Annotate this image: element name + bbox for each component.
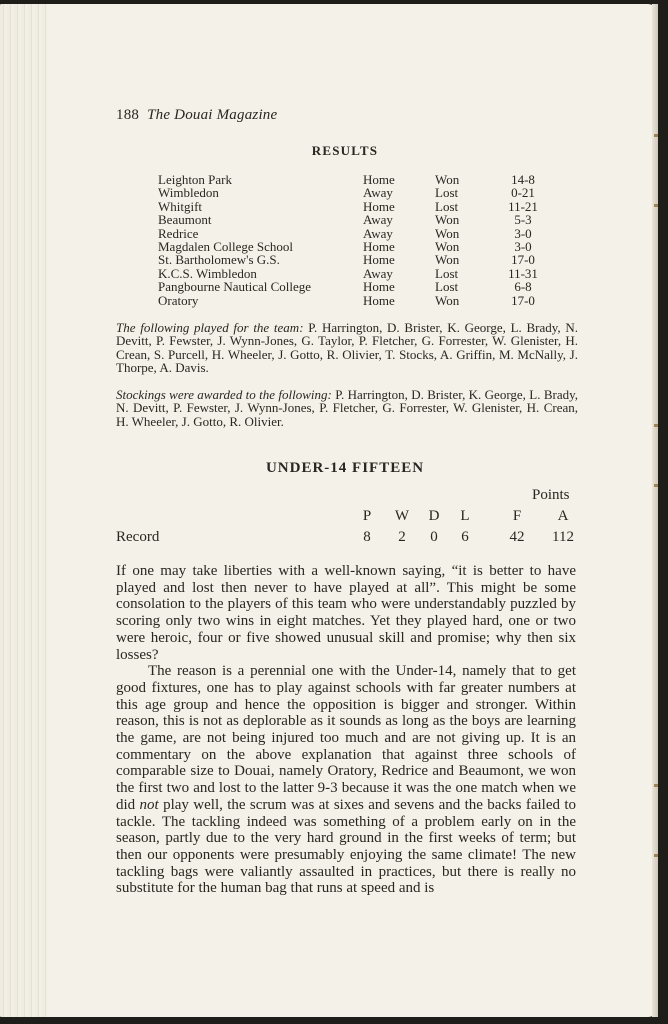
players-lead: The following played for the team:	[116, 320, 304, 335]
results-result: Won	[435, 172, 460, 187]
results-table	[158, 173, 541, 307]
stockings-names: P. Harrington, D. Brister, K. George, L. Brady, N. Devitt, P. Fewster, J. Wynn-Jones, P. Fletcher, G. Forrester, W. Glenister, H. Crean, H. Wheeler, J. Gotto, R. Olivier.	[116, 387, 579, 429]
results-score: 3-0	[514, 225, 532, 241]
results-opponent: Leighton Park	[158, 172, 233, 187]
players-names: P. Harrington, D. Brister, K. George, L. Brady, N. Devitt, P. Fewster, J. Wynn-Jones, G. Taylor, P. Fletcher, G. Forrester, W. Glenister, H. Crean, S. Purcell, H. Wheeler, J. Gotto, R. Olivier, T. Stocks, A. Griffin, M. McNally, J. Thorpe, A. Davis.	[116, 320, 579, 376]
results-opponent: Magdalen College School	[158, 238, 294, 254]
record-label: Record	[116, 529, 160, 545]
edge-marker	[654, 424, 658, 427]
results-score: 6-8	[514, 279, 532, 295]
header-against: A	[557, 508, 569, 524]
results-opponent: Beaumont	[158, 212, 212, 228]
edge-marker	[654, 484, 658, 487]
results-venue: Home	[363, 292, 395, 308]
results-venue: Home	[363, 279, 395, 295]
results-result: Won	[435, 252, 460, 268]
record-drawn: 0	[430, 529, 438, 545]
results-score: 17-0	[511, 252, 535, 268]
body-text	[116, 563, 576, 897]
record-played: 8	[363, 529, 371, 545]
results-opponent: Oratory	[158, 292, 199, 308]
results-row	[158, 280, 541, 293]
results-venue: Home	[363, 252, 395, 268]
under14-heading: UNDER-14 FIFTEEN	[265, 460, 425, 476]
body-paragraph-2	[116, 663, 576, 897]
edge-marker	[654, 784, 658, 787]
edge-marker	[654, 854, 658, 857]
results-opponent: K.C.S. Wimbledon	[158, 265, 257, 281]
record-for: 42	[509, 529, 525, 545]
record-won: 2	[398, 529, 406, 545]
record-lost: 6	[461, 529, 469, 545]
results-row	[158, 240, 541, 253]
results-result: Lost	[435, 198, 459, 214]
results-opponent: St. Bartholomew's G.S.	[158, 252, 280, 268]
results-row	[158, 227, 541, 240]
results-score: 5-3	[514, 212, 532, 228]
results-score: 0-21	[511, 185, 535, 201]
stockings-paragraph	[116, 388, 578, 428]
results-heading: RESULTS	[311, 143, 379, 158]
body-paragraph-1: If one may take liberties with a well-known saying, “it is better to have played and lost then never to have played at all”. This might be some consolation to the players of this team who were understandably puzzled by scoring only two wins in eight matches. Yet they played hard, one or two were heroic, four or five showed unusual skill and promise; why then six losses?	[116, 563, 576, 663]
record-against: 112	[552, 529, 574, 545]
body-paragraph-2-part-b: play well, the scrum was at sixes and sevens and the backs failed to tackle. The tackling indeed was something of a problem early on in the season, partly due to the very hard ground in the first weeks of term; but then our opponents were presumably enjoying the same climate! The new tackling bags were valiantly assaulted in practices, but there is really no substitute for the human bag that runs at speed and is	[116, 796, 577, 897]
results-row	[158, 253, 541, 266]
results-opponent: Redrice	[158, 225, 199, 241]
edge-marker	[654, 134, 658, 137]
results-venue: Home	[363, 198, 395, 214]
header-lost: L	[460, 508, 470, 524]
results-result: Lost	[435, 185, 459, 201]
results-venue: Home	[363, 172, 395, 187]
results-score: 11-21	[508, 198, 538, 214]
body-paragraph-2-part-a: The reason is a perennial one with the Under-14, namely that to get good fixtures, one has to play against schools with far greater numbers at this age group and hence the opposition is bigger and stronger. Within reason, this is not as deplorable as it sounds as long as the boys are learning the game, are not being injured too much and are not giving up. It is an commentary on the above explanation that against three schools of comparable size to Douai, namely Oratory, Redrice and Beaumont, we won the first two and lost to the latter 9-3 because it was the one match when we did	[116, 663, 576, 813]
results-opponent: Pangbourne Nautical College	[158, 279, 312, 295]
results-score: 14-8	[511, 172, 535, 187]
header-played: P	[362, 508, 372, 524]
results-row	[158, 200, 541, 213]
results-venue: Away	[363, 212, 393, 228]
results-result: Won	[435, 238, 460, 254]
players-paragraph	[116, 321, 578, 375]
results-row	[158, 267, 541, 280]
body-emphasis: not	[139, 796, 159, 813]
points-label: Points	[532, 487, 570, 503]
results-score: 17-0	[511, 292, 535, 308]
stockings-lead: Stockings were awarded to the following:	[116, 387, 332, 402]
results-row	[158, 294, 541, 307]
results-venue: Away	[363, 185, 393, 201]
results-result: Lost	[435, 265, 459, 281]
results-row	[158, 213, 541, 226]
page-number: 188	[116, 107, 140, 123]
results-opponent: Wimbledon	[158, 185, 219, 201]
results-result: Won	[435, 212, 460, 228]
results-venue: Home	[363, 238, 395, 254]
running-head	[116, 107, 277, 124]
results-venue: Away	[363, 225, 393, 241]
edge-marker	[654, 204, 658, 207]
results-opponent: Whitgift	[158, 198, 203, 214]
header-for: F	[512, 508, 522, 524]
results-result: Won	[435, 225, 460, 241]
results-result: Lost	[435, 279, 459, 295]
results-result: Won	[435, 292, 460, 308]
results-score: 11-31	[508, 265, 538, 281]
results-venue: Away	[363, 265, 393, 281]
header-won: W	[394, 508, 410, 524]
magazine-title: The Douai Magazine	[147, 107, 278, 123]
results-score: 3-0	[514, 238, 532, 254]
results-row	[158, 173, 541, 186]
results-row	[158, 186, 541, 199]
header-drawn: D	[428, 508, 440, 524]
